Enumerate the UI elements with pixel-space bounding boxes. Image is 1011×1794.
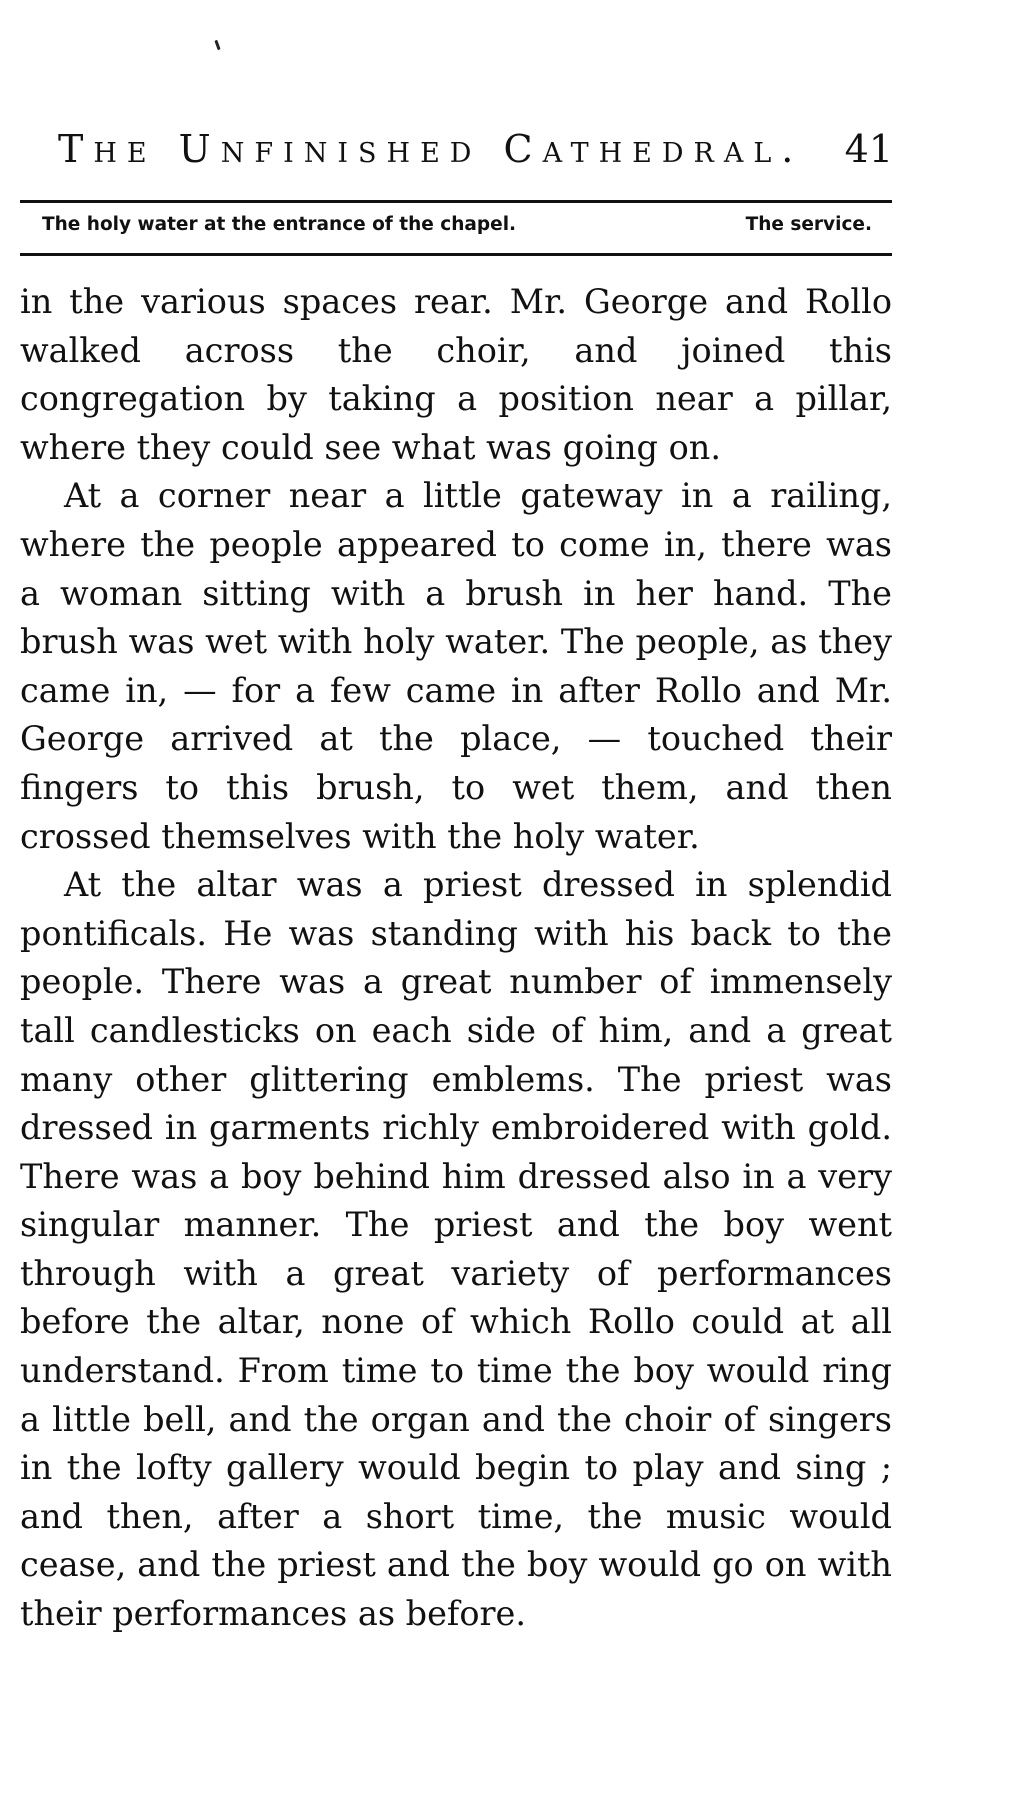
subhead-left: The holy water at the entrance of the chapel. <box>42 214 517 235</box>
running-title: The Unfinished Cathedral. <box>58 127 804 171</box>
paragraph-2: At a corner near a little gateway in a railing, where the people appeared to come in, there was a woman sitting with a brush in her hand. The brush was wet with holy water. The people, as they came in, — for a few came in after Rollo and Mr. George arrived at the place, — touched their fingers to this brush, to wet them, and then crossed themselves with the holy water. <box>20 476 892 856</box>
paragraph-3: At the altar was a priest dressed in splendid pontificals. He was standing with his back to the people. There was a great number of immensely tall candlesticks on each side of him, and a great many other glittering emblems. The priest was dressed in garments richly embroidered with gold. There was a boy behind him dressed also in a very singular manner. The priest and the boy went through with a great variety of performances before the altar, none of which Rollo could at all understand. From time to time the boy would ring a little bell, and the organ and the choir of singers in the lofty gallery would begin to play and sing ; and then, after a short time, the music would cease, and the priest and the boy would go on with their performances as before. <box>20 865 892 1634</box>
subhead-right: The service. <box>745 214 872 235</box>
running-head <box>58 127 893 183</box>
page-number: 41 <box>844 127 893 171</box>
ink-speck <box>214 40 220 50</box>
header-rule-top <box>20 200 892 203</box>
header-rule-bottom <box>20 253 892 256</box>
body-text <box>20 278 892 1639</box>
paragraph-1: in the various spaces rear. Mr. George and Rollo walked across the choir, and joined this congregation by taking a position near a pillar, where they could see what was going on. <box>20 282 892 467</box>
section-subheads <box>42 214 872 246</box>
